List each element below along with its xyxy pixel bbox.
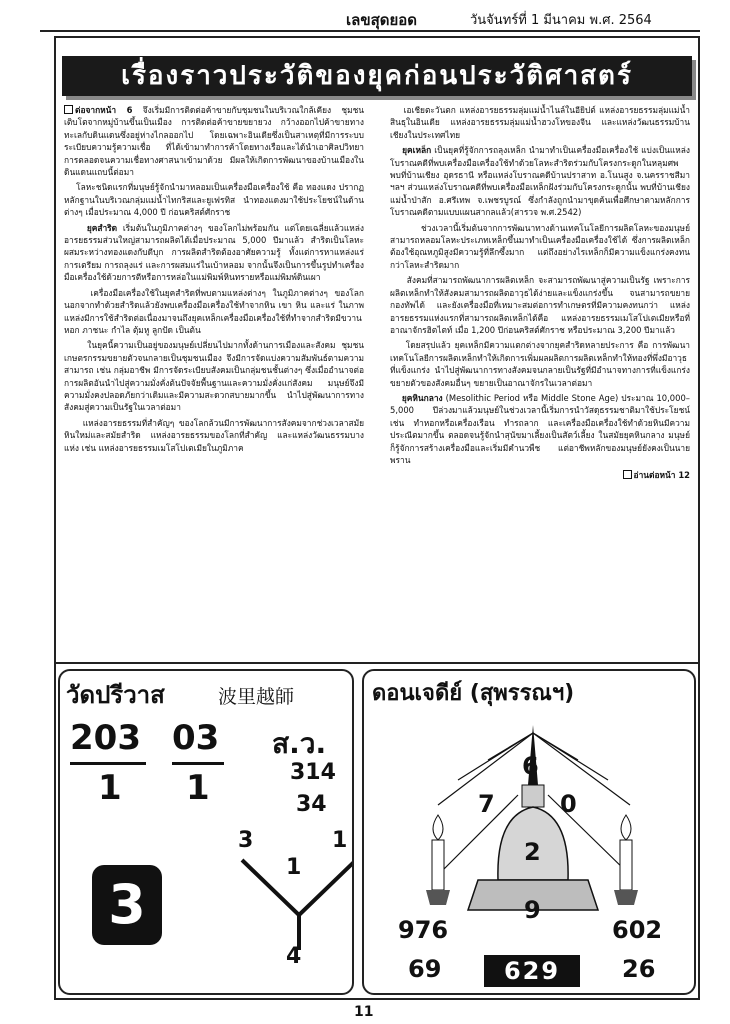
lottery-number-top-a: 203 [70,718,141,758]
paragraph-lead: ยุคสำริด [86,222,118,233]
y-right-digit: 1 [332,828,348,853]
featured-digit: 3 [92,865,162,945]
article-paragraph [390,144,690,218]
paragraph-text: เครื่องมือเครื่องใช้ในยุคสำริดที่พบตามแหล่งต่างๆ ในภูมิภาคต่างๆ ของโลก นอกจากทำด้วยสำริดแล้วยังพบเครื่องมือเครื่องใช้ทำจากหิน เขา หิน และแร่ ในภาพแหล่งมีการใช้สำริดต่อเนื่องมาจนถึงยุคเหล็กเครื่องมือเครื่องใช้ที่ทำจากสำริดมีขวาน หอก ภาชนะ กำไล ตุ้มหู ลูกปัด เป็นต้น [64,287,364,335]
article-paragraph [64,287,364,337]
candle-right [620,840,632,890]
y-bottom-digit: 4 [286,944,302,969]
lottery-number-center-bottom: 629 [484,955,580,987]
paragraph-text: แหล่งอารยธรรมที่สำคัญๆ ของโลกล้วนมีการพัฒนาการสังคมจากช่วงเวลาสมัยหินใหม่และสมัยสำริด แหล่งอารยธรรมของโลกที่สำคัญ และแหล่งวัฒนธรรมบางแห่ง เช่น แหล่งอารยธรรมเมโสโปเตเมียในภูมิภาค [64,417,364,453]
paragraph-lead: ต่อจากหน้า 6 [75,105,133,115]
stupa-digit-bottom: 9 [524,896,541,924]
lottery-number-left-bottom: 69 [408,955,442,983]
lottery-number-right-bottom: 26 [622,955,656,983]
lottery-number-right-top: 602 [612,916,663,944]
page-number: 11 [354,1004,374,1020]
article-column-left [64,104,364,660]
article-paragraph [390,469,690,481]
article-paragraph [64,181,364,218]
paragraph-text: ในยุคนี้ความเป็นอยู่ของมนุษย์เปลี่ยนไปมากทั้งด้านการเมืองและสังคม ชุมชนเกษตรกรรมขยายตัวจนกลายเป็นชุมชนเมือง จึงมีการจัดแบ่งความสัมพันธ์ตามความสามารถ เช่น กลุ่มอาชีพ มีการจัดระเบียบสังคมเป็นกลุ่มชนชั้นต่างๆ ซึ่งเมื่ออำนาจต่อการผลิตอันนำไปสู่ความมั่งคั่งต้นปัจจัยพื้นฐานและความมั่งคั่งแก่สังคม มนุษย์จึงมีความมั่งคงปลอดภัยกว่าเดิมและมีความสะดวกสบายมากขึ้น นำไปสู่พัฒนาการทางสังคมสู่ความเป็นรัฐในเวลาต่อมา [64,340,364,413]
article-paragraph [64,417,364,454]
stupa-digit-center: 2 [524,838,541,866]
header-rule [40,30,700,32]
article-column-right [390,104,690,660]
paragraph-lead: ยุคเหล็ก [402,145,432,156]
lottery-number-sub-b: 1 [186,768,210,808]
flame-right [621,815,631,840]
article-body [64,104,690,660]
article-paragraph [390,274,690,336]
issue-date: วันจันทร์ที่ 1 มีนาคม พ.ศ. 2564 [470,13,652,28]
continued-marker-icon [623,470,632,479]
paragraph-text: โดยสรุปแล้ว ยุคเหล็กมีความแตกต่างจากยุคสำริดหลายประการ คือ การพัฒนาเทคโนโลยีการผลิตเหล็กทำให้เกิดการเพิ่มผลผลิตการผลิตเหล็กทำให้ทองที่พึ่งมีอาวุธที่แข็งแกร่ง นำไปสู่พัฒนาการทางสังคมจนกลายเป็นรัฐที่มีอำนาจทางการที่แข็งแกร่งขยายตัวของสังคมอื่นๆ ขยายเป็นอาณาจักรในเวลาต่อมา [390,340,690,388]
number-underline-b [172,762,224,765]
paragraph-text: สังคมที่สามารถพัฒนาการผลิตเหล็ก จะสามารถพัฒนาสู่ความเป็นรัฐ เพราะการผลิตเหล็กทำให้สังคมสามารถผลิตอาวุธได้ง่ายและแข็งแกร่งขึ้น จนสามารถขยายกองทัพได้ และยังเครื่องมือที่เหมาะสมต่อการทำเกษตรที่มีความคงทนกว่า แหล่งอารยธรรมแห่งแรกที่สามารถผลิตเหล็กได้คือ แหล่งอารยธรรมเมโสโปเตเมียหรือที่อาณาจักรฮิตไตท์ เมื่อ 1,200 ปีก่อนคริสต์ศักราช หรือประมาณ 3,200 ปีมาแล้ว [390,275,690,335]
paragraph-text: โลหะชนิดแรกที่มนุษย์รู้จักนำมาหลอมเป็นเครื่องมือเครื่องใช้ คือ ทองแดง ปรากฏหลักฐานในบริเวณกลุ่มแม่น้ำไทกริสและยูเฟรทิส นำทองแดงมาใช้ประโยชน์ในด้านต่างๆ เมื่อประมาณ 4,000 ปี ก่อนคริสต์ศักราช [64,182,364,218]
flame-left [433,815,443,840]
article-paragraph [390,392,690,466]
sv-label: ส.ว. [272,727,327,760]
sv-number-2: 34 [296,792,327,817]
temple-name-right: ดอนเจดีย์ (สุพรรณฯ) [372,681,575,706]
stupa-digit-top: 6 [522,752,539,780]
paragraph-text: เป็นยุคที่รู้จักการถลุงเหล็ก นำมาทำเป็นเครื่องมือเครื่องใช้ แบ่งเป็นแหล่งโบราณคดีที่พบเครื่องมือเครื่องใช้ทำด้วยโลหะสำริดร่วมกับโครงกระดูกในหลุมศพ พบที่บ้านเชียง อุดรธานี หรือแหล่งโบราณคดีบ้านปราสาท อ.โนนสูง จ.นครราชสีมา ฯลฯ ส่วนแหล่งโบราณคดีที่พบเครื่องมือเหล็กฝังร่วมกับโครงกระดูกนั้น พบที่บ้านเชียงแม่น้ำป่าสัก อ.ศรีเทพ จ.เพชรบูรณ์ ซึ่งกำลังถูกนำมาขุดค้นเพื่อศึกษาตามหลักการโบราณคดีตามแบบแผนสากลแล้ว(สารวจ พ.ศ.2542) [390,145,690,218]
paragraph-lead: ยุคหินกลาง [401,392,443,403]
continued-on-link: อ่านต่อหน้า 12 [633,470,690,481]
stupa-digit-right: 0 [560,790,577,818]
paragraph-text: ช่วงเวลานี้เริ่มต้นจากการพัฒนาทางด้านเทคโนโลยีการผลิตโลหะของมนุษย์สามารถหลอมโลหะประเภทเหล็กขึ้นมาทำเป็นเครื่องมือเครื่องใช้ได้ ซึ่งการผลิตเหล็กต้องใช้อุณหภูมิสูงมีความรู้ที่ลึกซึ้งมาก แต่ถึงอย่างไรเหล็กก็มีความแข็งแกร่งคงทนกว่าโลหะสำริดมาก [390,222,690,270]
article-paragraph [390,339,690,389]
number-underline-a [70,762,146,765]
article-banner: เรื่องราวประวัติของยุคก่อนประวัติศาสตร์ [62,56,692,96]
paragraph-text: เริ่มต้นในภูมิภาคต่างๆ ของโลกไม่พร้อมกัน แต่โดยเฉลี่ยแล้วแหล่งอารยธรรมส่วนใหญ่สามารถผลิตได้เมื่อประมาณ 5,000 ปีมาแล้ว สำริดเป็นโลหะผสมระหว่างทองแดงกับดีบุก การผลิตสำริดต้องอาศัยความรู้ ทั้งแต่การหาแหล่งแร่ การเตรียม การถลุงแร่ และการผสมแร่ในเบ้าหลอม จากนั้นจึงเป็นการขึ้นรูปทำเครื่องมือเครื่องใช้ด้วยการตีหรือการหล่อในแม่พิมพ์หินทรายหรือแม่พิมพ์ดินเผา [64,222,364,283]
sv-number-1: 314 [290,760,336,785]
y-center-digit: 1 [286,855,302,880]
article-paragraph [390,222,690,272]
lottery-number-left-top: 976 [398,916,449,944]
paragraph-text: (Mesolithic Period หรือ Middle Stone Age) ประมาณ 10,000–5,000 ปีล่วงมาแล้วมนุษย์ในช่วงเวลานี้เริ่มการนำวัสดุธรรมชาติมาใช้ประโยชน์ เช่น ทำหอกหรือเครื่องเรือน ทำรถลาก และเครื่องมือเครื่องใช้ทำด้วยหินมีความประณีตมากขึ้น ตลอดจนรู้จักนำสุนัขมาเลี้ยงเป็นสัตว์เลี้ยง ในสมัยยุคหินกลาง มนุษย์ก็รู้จักการสร้างเครื่องมือและเริ่มมีคำนวพืช แต่อาชีพหลักของมนุษย์ยังคงเป็นนายพราน [390,392,690,465]
paragraph-text: จึงเริ่มมีการติดต่อค้าขายกับชุมชนในบริเวณใกล้เคียง ชุมชนเติบโตจากหมู่บ้านขึ้นเป็นเมือง การติดต่อค้าขายขยายวง กว้างออกไปค้าขายทางทะเลกับดินแดนซึ่งอยู่ห่างไกลออกไป โดยเฉพาะอินเดียซึ่งเป็นสาเหตุที่มีการระบบระเบียบความรู้ความเชื่อ ที่ได้เข้ามาทำการค้าโดยทางเรือและได้นำเอาศิลปวิทยาการตลอดจนความเชื่อทางศาสนาเข้ามาด้วย มีผลให้เกิดการพัฒนาของบ้านเมืองในดินแดนแถบนี้ต่อมา [64,105,364,178]
section-divider [54,662,700,664]
article-paragraph [64,222,364,284]
lottery-number-sub-a: 1 [98,768,122,808]
paragraph-text: เอเชียตะวันตก แหล่งอารยธรรมลุ่มแม่น้ำไนล์ในอียิปต์ แหล่งอารยธรรมลุ่มแม่น้ำสินธุในอินเดีย แหล่งอารยธรรมลุ่มแม่น้ำฮวงโหของจีน และแหล่งวัฒนธรรมบ้านเชียงในประเทศไทย [390,105,690,140]
candle-left [432,840,444,890]
publication-name: เลขสุดยอด [346,11,418,29]
continued-marker-icon [64,105,73,114]
temple-name-left: วัดปรีวาส [66,681,165,709]
temple-name-chinese: 波里越師 [218,686,295,708]
article-paragraph [64,104,364,178]
candle-holder-right [614,890,638,905]
candle-holder-left [426,890,450,905]
lottery-number-top-b: 03 [172,718,220,758]
stupa-rings [522,785,544,807]
article-paragraph [64,339,364,413]
y-left-digit: 3 [238,828,254,853]
stupa-digit-left: 7 [478,790,495,818]
article-paragraph [390,104,690,141]
